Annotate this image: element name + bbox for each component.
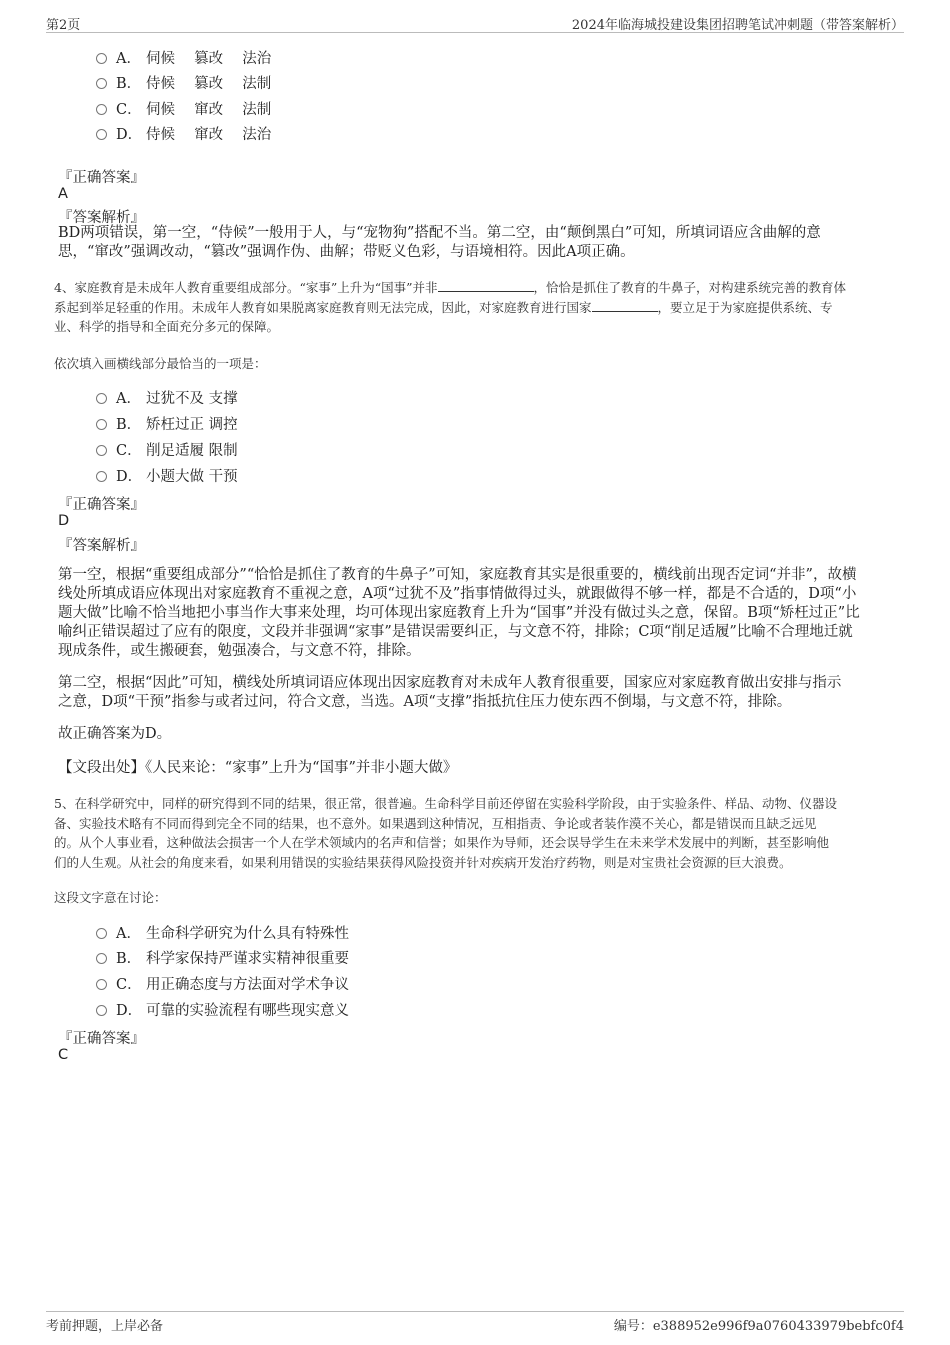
q5-option-d[interactable]: D． 可靠的实验流程有哪些现实意义 (96, 999, 349, 1019)
q4-analysis-para2: 第二空，根据“因此”可知，横线处所填词语应体现出因家庭教育对未成年人教育很重要，国家应对家庭教育做出安排与指示 之意，D项“干预”指参与或者过问，符合文意，当选。A项“支撑”指抵抗住压力使东西不倒塌，与文意不符，排除。 (58, 675, 842, 710)
q4-option-c[interactable]: C． 削足适履 限制 (96, 439, 238, 459)
blank-2 (592, 299, 658, 312)
q4-analysis-label: 『答案解析』 (58, 538, 145, 554)
radio-icon[interactable] (96, 393, 107, 404)
radio-icon[interactable] (96, 1005, 107, 1016)
q4-option-b[interactable]: B． 矫枉过正 调控 (96, 413, 238, 433)
q4-prompt: 依次填入画横线部分最恰当的一项是： (54, 356, 267, 371)
document-title: 2024年临海城投建设集团招聘笔试冲刺题（带答案解析） (571, 18, 904, 33)
radio-icon[interactable] (96, 979, 107, 990)
q3-answer-label: 『正确答案』 (58, 170, 145, 186)
page-number: 第2页 (46, 18, 81, 33)
q4-analysis-para1: 第一空，根据“重要组成部分”“恰恰是抓住了教育的牛鼻子”可知，家庭教育其实是很重要的，横线前出现否定词“并非”，故横 线处所填成语应体现出对家庭教育不重视之意，A项“过犹不及”指事情做得过头，就跟做得不够一样，都是不合适的，D项“小 题大做”比喻不恰当地把小事当作大事来处理，均可体现出家庭教育上升为“国事”并没有做过头之意，保留。B项“矫枉过正”比 喻纠正错误超过了应有的限度，文段并非强调“家事”是错误需要纠正，与文意不符，排除；C项“削足适履”比喻不合理地迁就 现成条件，或生搬硬套，勉强凑合，与文意不符，排除。 (58, 567, 860, 659)
header-divider (46, 32, 904, 33)
q3-option-b[interactable]: B． 侍候 篡改 法制 (96, 72, 271, 92)
q3-option-d[interactable]: D． 侍候 窜改 法治 (96, 123, 271, 143)
radio-icon[interactable] (96, 445, 107, 456)
q5-option-c[interactable]: C． 用正确态度与方法面对学术争议 (96, 973, 349, 993)
radio-icon[interactable] (96, 419, 107, 430)
q5-answer-label: 『正确答案』 (58, 1031, 145, 1047)
q4-answer-label: 『正确答案』 (58, 497, 145, 513)
radio-icon[interactable] (96, 53, 107, 64)
q4-conclusion: 故正确答案为D。 (58, 726, 172, 742)
footer-divider (46, 1311, 904, 1312)
document-id: 编号：e388952e996f9a0760433979bebfc0f4 (613, 1319, 904, 1334)
q5-answer: C (58, 1047, 69, 1063)
q3-answer: A (58, 186, 68, 202)
blank-1 (438, 279, 534, 292)
q4-option-d[interactable]: D． 小题大做 干预 (96, 465, 238, 485)
q5-prompt: 这段文字意在讨论： (54, 890, 167, 905)
q4-answer: D (58, 513, 70, 529)
radio-icon[interactable] (96, 129, 107, 140)
radio-icon[interactable] (96, 104, 107, 115)
q3-option-c[interactable]: C． 伺候 窜改 法制 (96, 98, 271, 118)
q5-option-a[interactable]: A． 生命科学研究为什么具有特殊性 (96, 922, 349, 942)
footer-slogan: 考前押题，上岸必备 (46, 1319, 164, 1334)
q4-source: 【文段出处】《人民来论：“家事”上升为“国事”并非小题大做》 (58, 760, 458, 776)
q4-option-a[interactable]: A． 过犹不及 支撑 (96, 387, 238, 407)
radio-icon[interactable] (96, 953, 107, 964)
radio-icon[interactable] (96, 78, 107, 89)
q3-option-a[interactable]: A． 伺候 篡改 法治 (96, 47, 271, 67)
radio-icon[interactable] (96, 928, 107, 939)
q3-analysis-label: 『答案解析』 (58, 210, 145, 226)
q5-question: 5、在科学研究中，同样的研究得到不同的结果，很正常，很普遍。生命科学目前还停留在实验科学阶段，由于实验条件、样品、动物、仪器设 备、实验技术略有不同而得到完全不同的结果，也不意外。如果遇到这种情况，互相指责、争论或者装作漠不关心，都是错误而且缺乏远见 的。从个人事业看，这种做法会损害一个人在学术领域内的名声和信誉；如果作为导师，还会误导学生在未来学术发展中的判断，甚至影响他 们的人生观。从社会的角度来看，如果利用错误的实验结果获得风险投资并针对疾病开发治疗药物，则是对宝贵社会资源的巨大浪费。 (54, 796, 837, 870)
q4-question: 4、家庭教育是未成年人教育重要组成部分。“家事”上升为“国事”并非 ，恰恰是抓住了教育的牛鼻子，对构建系统完善的教育体 系起到举足轻重的作用。未成年人教育如果脱离家庭教育则无法完成，因此，对家庭教育进行国家 ，要立足于为家庭提供系统、专 业、科学的指导和全面充分多元的保障。 (54, 280, 847, 334)
radio-icon[interactable] (96, 471, 107, 482)
q3-analysis: BD两项错误，第一空，“侍候”一般用于人，与“宠物狗”搭配不当。第二空，由“颠倒黑白”可知，所填词语应含曲解的意 思，“窜改”强调改动，“篡改”强调作伪、曲解；带贬义色彩，与语境相符。因此A项正确。 (58, 225, 821, 260)
q5-option-b[interactable]: B． 科学家保持严谨求实精神很重要 (96, 947, 349, 967)
